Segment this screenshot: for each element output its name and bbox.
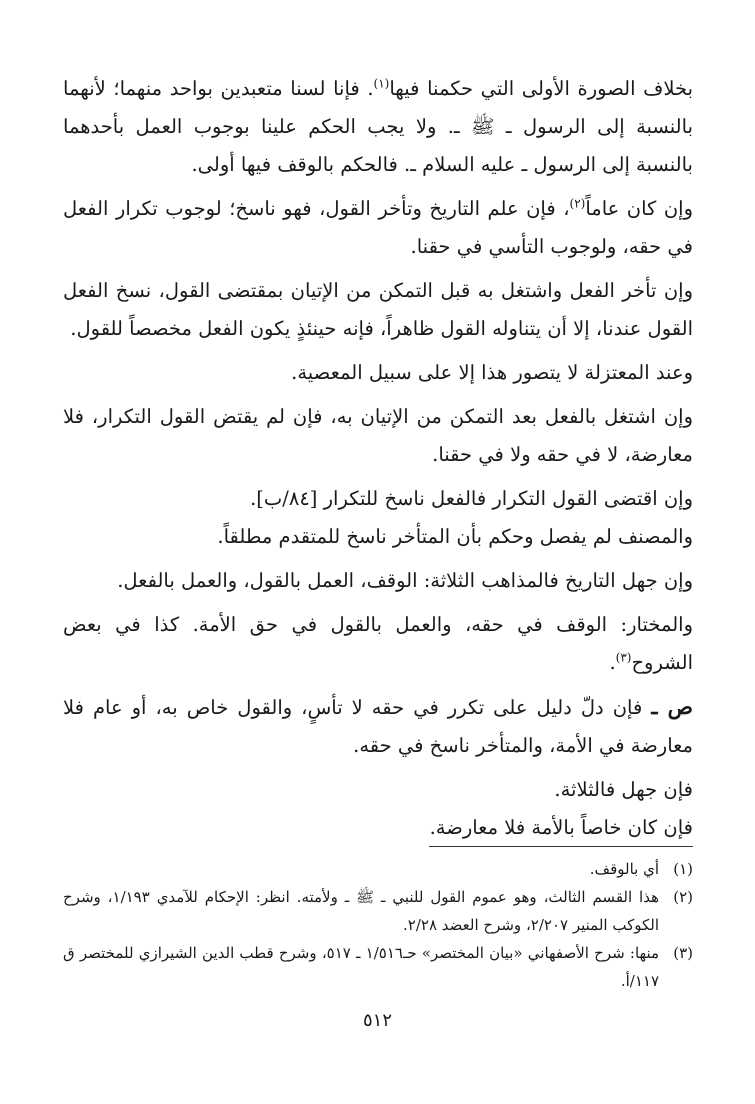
footnote-divider bbox=[429, 846, 693, 847]
paragraph-4: وعند المعتزلة لا يتصور هذا إلا على سبيل المعصية. bbox=[291, 361, 693, 384]
paragraph-9-end: . bbox=[609, 651, 616, 674]
paragraph-1 bbox=[63, 70, 693, 184]
footnote-3-text: منها: شرح الأصفهاني «بيان المختصر» حـ١/٥١٦ ـ ٥١٧، وشرح قطب الدين الشيرازي للمختصر ق ١١٧/أ. bbox=[63, 944, 660, 990]
footnote-1-text: أي بالوقف. bbox=[589, 860, 659, 878]
paragraph-5: وإن اشتغل بالفعل بعد التمكن من الإتيان به، فإن لم يقتض القول التكرار، فلا معارضة، لا في حقه ولا في حقنا. bbox=[63, 405, 693, 466]
paragraph-2-rest: ، فإن علم التاريخ وتأخر القول، فهو ناسخ؛ لوجوب تكرار الفعل في حقه، ولوجوب التأسي في حقنا. bbox=[63, 197, 693, 258]
paragraph-11: فإن جهل فالثلاثة. bbox=[554, 778, 693, 801]
footnotes bbox=[63, 855, 693, 995]
paragraph-1-text: بخلاف الصورة الأولى التي حكمنا فيها bbox=[389, 77, 693, 100]
paragraph-1-rest: . فإنا لسنا متعبدين بواحد منهما؛ لأنهما بالنسبة إلى الرسول ـ ﷺ ـ. ولا يجب الحكم علينا بوجوب العمل بأحدهما بالنسبة إلى الرسول ـ عليه السلام ـ. فالحكم بالوقف فيها أولى. bbox=[63, 77, 693, 176]
sad-marker: ص ـ bbox=[651, 694, 694, 719]
main-text bbox=[63, 70, 693, 853]
page-number: ٥١٢ bbox=[362, 1010, 392, 1031]
paragraph-9-text: والمختار: الوقف في حقه، والعمل بالقول في حق الأمة. كذا في بعض الشروح bbox=[63, 613, 693, 674]
paragraph-7: والمصنف لم يفصل وحكم بأن المتأخر ناسخ للمتقدم مطلقاً. bbox=[217, 525, 693, 548]
paragraph-2-text: وإن كان عاماً bbox=[585, 197, 693, 220]
footnote-2-text: هذا القسم الثالث، وهو عموم القول للنبي ـ ﷺ ـ ولأمته. انظر: الإحكام للآمدي ١/١٩٣، وشرح الكوكب المنير ٢/٢٠٧، وشرح العضد ٢/٢٨. bbox=[63, 888, 659, 934]
paragraph-10-text: فإن دلّ دليل على تكرر في حقه لا تأسٍ، والقول خاص به، أو عام فلا معارضة في الأمة، والمتأخر ناسخ في حقه. bbox=[63, 696, 693, 757]
paragraph-9 bbox=[63, 606, 693, 682]
footnote-3 bbox=[63, 939, 693, 995]
paragraph-10 bbox=[63, 688, 693, 765]
paragraph-8: وإن جهل التاريخ فالمذاهب الثلاثة: الوقف، العمل بالقول، والعمل بالفعل. bbox=[117, 569, 693, 592]
paragraph-3: وإن تأخر الفعل واشتغل به قبل التمكن من الإتيان بمقتضى القول، نسخ الفعل القول عندنا، إلا أن يتناوله القول ظاهراً، فإنه حينئذٍ يكون الفعل مخصصاً للقول. bbox=[63, 279, 693, 340]
paragraph-12: فإن كان خاصاً بالأمة فلا معارضة. bbox=[429, 816, 693, 839]
paragraph-2 bbox=[63, 190, 693, 266]
footnote-1 bbox=[63, 855, 693, 883]
footnote-2 bbox=[63, 883, 693, 939]
footnote-3-number: (٣) bbox=[673, 944, 693, 962]
footnote-ref-3[interactable]: (٣) bbox=[615, 650, 632, 665]
footnote-1-number: (١) bbox=[673, 860, 693, 878]
footnote-ref-2[interactable]: (٢) bbox=[569, 196, 586, 211]
paragraph-6: وإن اقتضى القول التكرار فالفعل ناسخ للتكرار [٨٤/ب]. bbox=[250, 487, 693, 510]
footnote-ref-1[interactable]: (١) bbox=[373, 76, 390, 91]
footnote-2-number: (٢) bbox=[673, 888, 693, 906]
